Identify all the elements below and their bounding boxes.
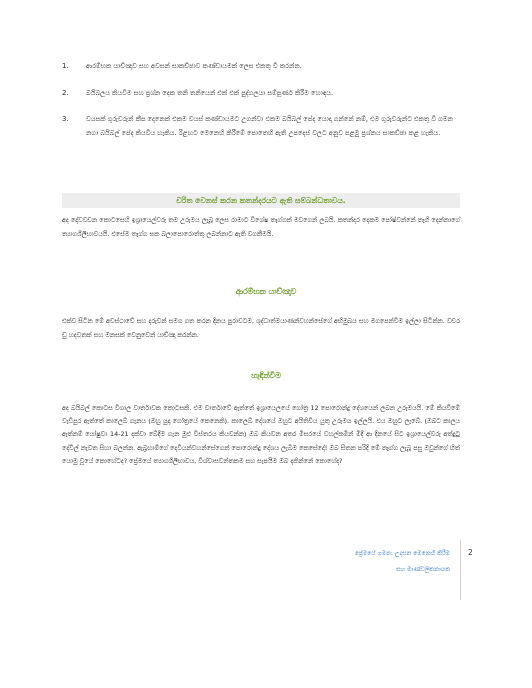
numbered-list: [62, 60, 458, 153]
list-number: 2.: [62, 88, 69, 97]
list-item: [62, 60, 458, 74]
page-number: 2: [468, 548, 473, 557]
section-title: චරිත වෙනස් කරන කතන්දරයට ඇති සම්බන්ධතාවය.: [62, 193, 460, 208]
opening-prayer-heading: ආරම්භක යාච්ඤාව: [235, 287, 297, 296]
opening-prayer-text: එක්ව සිටින මේ අවස්ථාවේ සහ දරුවන් සමග ගත කරන දිනය පුරාවටම, ශුද්ධාත්මයාණන්වහන්සේගේ අභිමුඛය සහ මගපෙන්වීම ඉල්ලා සිටින්න. වචර ඩු හදවතක් සහ මනසක් වෙනුවෙන් යාච්ඤා කරන්න.: [62, 317, 460, 339]
introduction-heading: හැඳින්වීම: [251, 371, 281, 380]
list-item: [62, 87, 458, 101]
list-text: බයිබලය කියවීම සහ ප්‍රශ්න දෙක තනි තනියෙන් එක් එක් පුද්ගලයා සම්පූර්ණ කිරීම හොඳය.: [86, 88, 334, 97]
list-number: 3.: [62, 115, 69, 123]
introduction-text: අද බයිබල් කොටස විශාල වාර්තාවක කොටසකි. එම වාර්තාවේ ඇත්තේ ඉශ්‍රායෙලයේ ගෝත්‍ර 12 පොරොන්දු දේශයෙන් ලබන උරුමයයි. මේ කියවීමේ වැඩිපුර ඇත්තේ කාලෙබ් ගැනය (ඔහු යුදා ගෝත්‍රයේ කෙනෙකි). කාලෙබ් දේශයේ ඔහුට අයිතිවිය යුතු උරුමය ඉල්ලයි. එය ඔහුට ලැබේ. (ඔබට කාලය ඇත්නම් යෝෂුවා 14-21 දක්වා බේදීම ගැන මුළු විස්තරය කියවන්න) ඔබ කියවන අතර මීසරයේ වහල්කමින් මිදී ආ දිනයේ සිට ඉශ්‍රායෙල්වරු අත්දුටු දේවිල් නැවත සිහා බලන්න. ඇබ්‍රහාම්ගේ දෙවියන්වහන්සේගෙන් පොරොන්දු දේශය ලැබීම කෙසේදෝ! ඔබ සිතන පරිදි මේ තෑග්ග ලැබූ පසු ඔවුන්ගේ හිත් යොමු වූයේ කොහේටද? ප්‍රේමයේ ත්‍යාගශීලීභාවය, විශ්වාසවන්තකම සහ සැපයීම ඔබ දකින්නේ කොහේද?: [62, 404, 460, 465]
list-text: ආරම්භක යාච්ඤාව සහ අවසන් සාකච්ඡාව කණ්ඩායමක් ලෙස එකතු වී කරන්න.: [86, 62, 302, 70]
page-footer: [290, 546, 450, 578]
footer-line-2: සහ මාණ්ඩලිකනායක: [396, 566, 450, 573]
footer-divider: [460, 540, 461, 600]
list-text: වයසක් ගුරුවරුන් කීප දෙනෙක් එකම වයස් කණ්ඩායමට උගන්වා එකම බයිබල් පේද යොදා ගන්නේ නම්, එම ගුරුවරුන්ට එකතු වී ගමන නගා බයිබල් පේද කියවිය හැකිය. රිළඟට මෙනෙහි කිරීමේ පොතෙහි ඇති උපදෙස් වලට අනුව පළමු ප්‍රශ්නය සාකච්ඡා කළ හැකිය.: [86, 115, 453, 137]
footer-line-1: ප්‍රේමයේ ගමන: උදාසන මෙනෙහි කිරීම: [354, 550, 450, 557]
list-number: 1.: [62, 62, 69, 70]
list-item: [62, 113, 458, 140]
intro-paragraph: අද දේවවචන කොටසෙහි ඉශ්‍රායෙල්වරු තම උරුමය ලැබූ ලෙස රාමාට විශේෂ තෑග්ගක් මවගෙන් ලබයි. කතන්දර දෙකම පෝෂ්වන්නේ තෑගි දෙන්නාගේ ත්‍යාගශීලීභාවයයි. එසේම තෑග්ග ඝක බලාපොරොත්තු ලබන්නාට ඇති වගකීමයි.: [62, 216, 460, 238]
